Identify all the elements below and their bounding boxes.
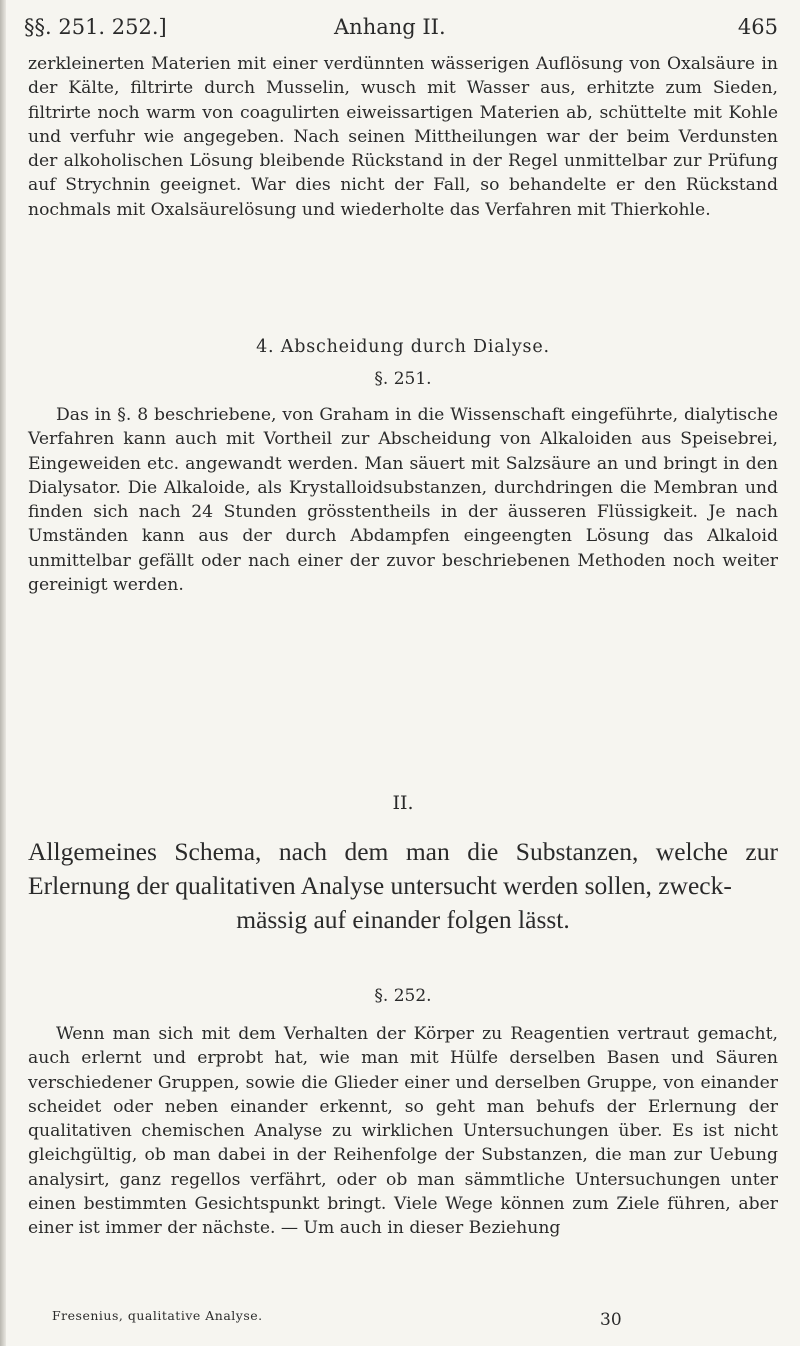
running-header — [24, 12, 778, 42]
signature-line: Fresenius, qualitative Analyse. — [52, 1308, 263, 1323]
part-number: II. — [392, 792, 414, 814]
part-title-last-line: mässig auf einander folgen lässt. — [236, 905, 570, 934]
intro-paragraph: zerkleinerten Materien mit einer verdünnten wässerigen Auflösung von Oxalsäure in der Kälte, filtrirte durch Musselin, wusch mit Wasser aus, erhitzte zum Sieden, filtrirte noch warm von coagulirten eiweissartigen Materien ab, schüttelte mit Kohle und verfuhr wie angegeben. Nach seinen Mittheilungen war der beim Verdunsten der alkoholischen Lösung bleibende Rückstand in der Regel unmittelbar zur Prüfung auf Strychnin geeignet. War dies nicht der Fall, so behandelte er den Rückstand nochmals mit Oxalsäurelösung und wiederholte das Verfahren mit Thierkohle. — [28, 54, 778, 220]
signature-mark: 30 — [600, 1310, 622, 1330]
schema-paragraph: Wenn man sich mit dem Verhalten der Körper zu Reagentien vertraut gemacht, auch erlernt und erprobt hat, wie man mit Hülfe derselben Basen und Säuren verschiedener Gruppen, sowie die Glieder einer und derselben Gruppe, von einander scheidet oder neben einander erkennt, so geht man behufs der Erlernung der qualitativen chemischen Analyse zu wirklichen Untersuchungen über. Es ist nicht gleichgültig, ob man dabei in der Reihenfolge der Substanzen, die man zur Uebung analysirt, ganz regellos verfährt, oder ob man sämmtliche Untersuchungen unter einen bestimmten Gesichtspunkt bringt. Viele Wege können zum Ziele führen, aber einer ist immer der nächste. — Um auch in dieser Beziehung — [28, 1024, 778, 1239]
section-heading-dialyse: 4. Abscheidung durch Dialyse. — [256, 337, 550, 357]
part-title — [28, 835, 778, 937]
page-number: 465 — [737, 15, 778, 39]
paragraph-number-251: §. 251. — [374, 369, 432, 389]
header-title: Anhang II. — [334, 15, 446, 39]
part-title-main: Allgemeines Schema, nach dem man die Substanzen, welche zur Erlernung der qualitativen Analyse untersucht werden sollen, zweck- — [28, 837, 778, 900]
dialyse-paragraph: Das in §. 8 beschriebene, von Graham in die Wissenschaft eingeführte, dialytische Verfahren kann auch mit Vortheil zur Abscheidung von Alkaloiden aus Speisebrei, Eingeweiden etc. angewandt werden. Man säuert mit Salzsäure an und bringt in den Dialysator. Die Alkaloide, als Krystalloidsubstanzen, durchdringen die Membran und finden sich nach 24 Stunden grösstentheils in der äusseren Flüssigkeit. Je nach Umständen kann aus der durch Abdampfen eingeengten Lösung das Alkaloid unmittelbar gefällt oder nach einer der zuvor beschriebenen Methoden noch weiter gereinigt werden. — [28, 405, 778, 596]
header-section-ref: §§. 251. 252.] — [24, 15, 167, 39]
paragraph-number-252: §. 252. — [374, 986, 432, 1006]
binding-edge — [0, 0, 6, 1346]
